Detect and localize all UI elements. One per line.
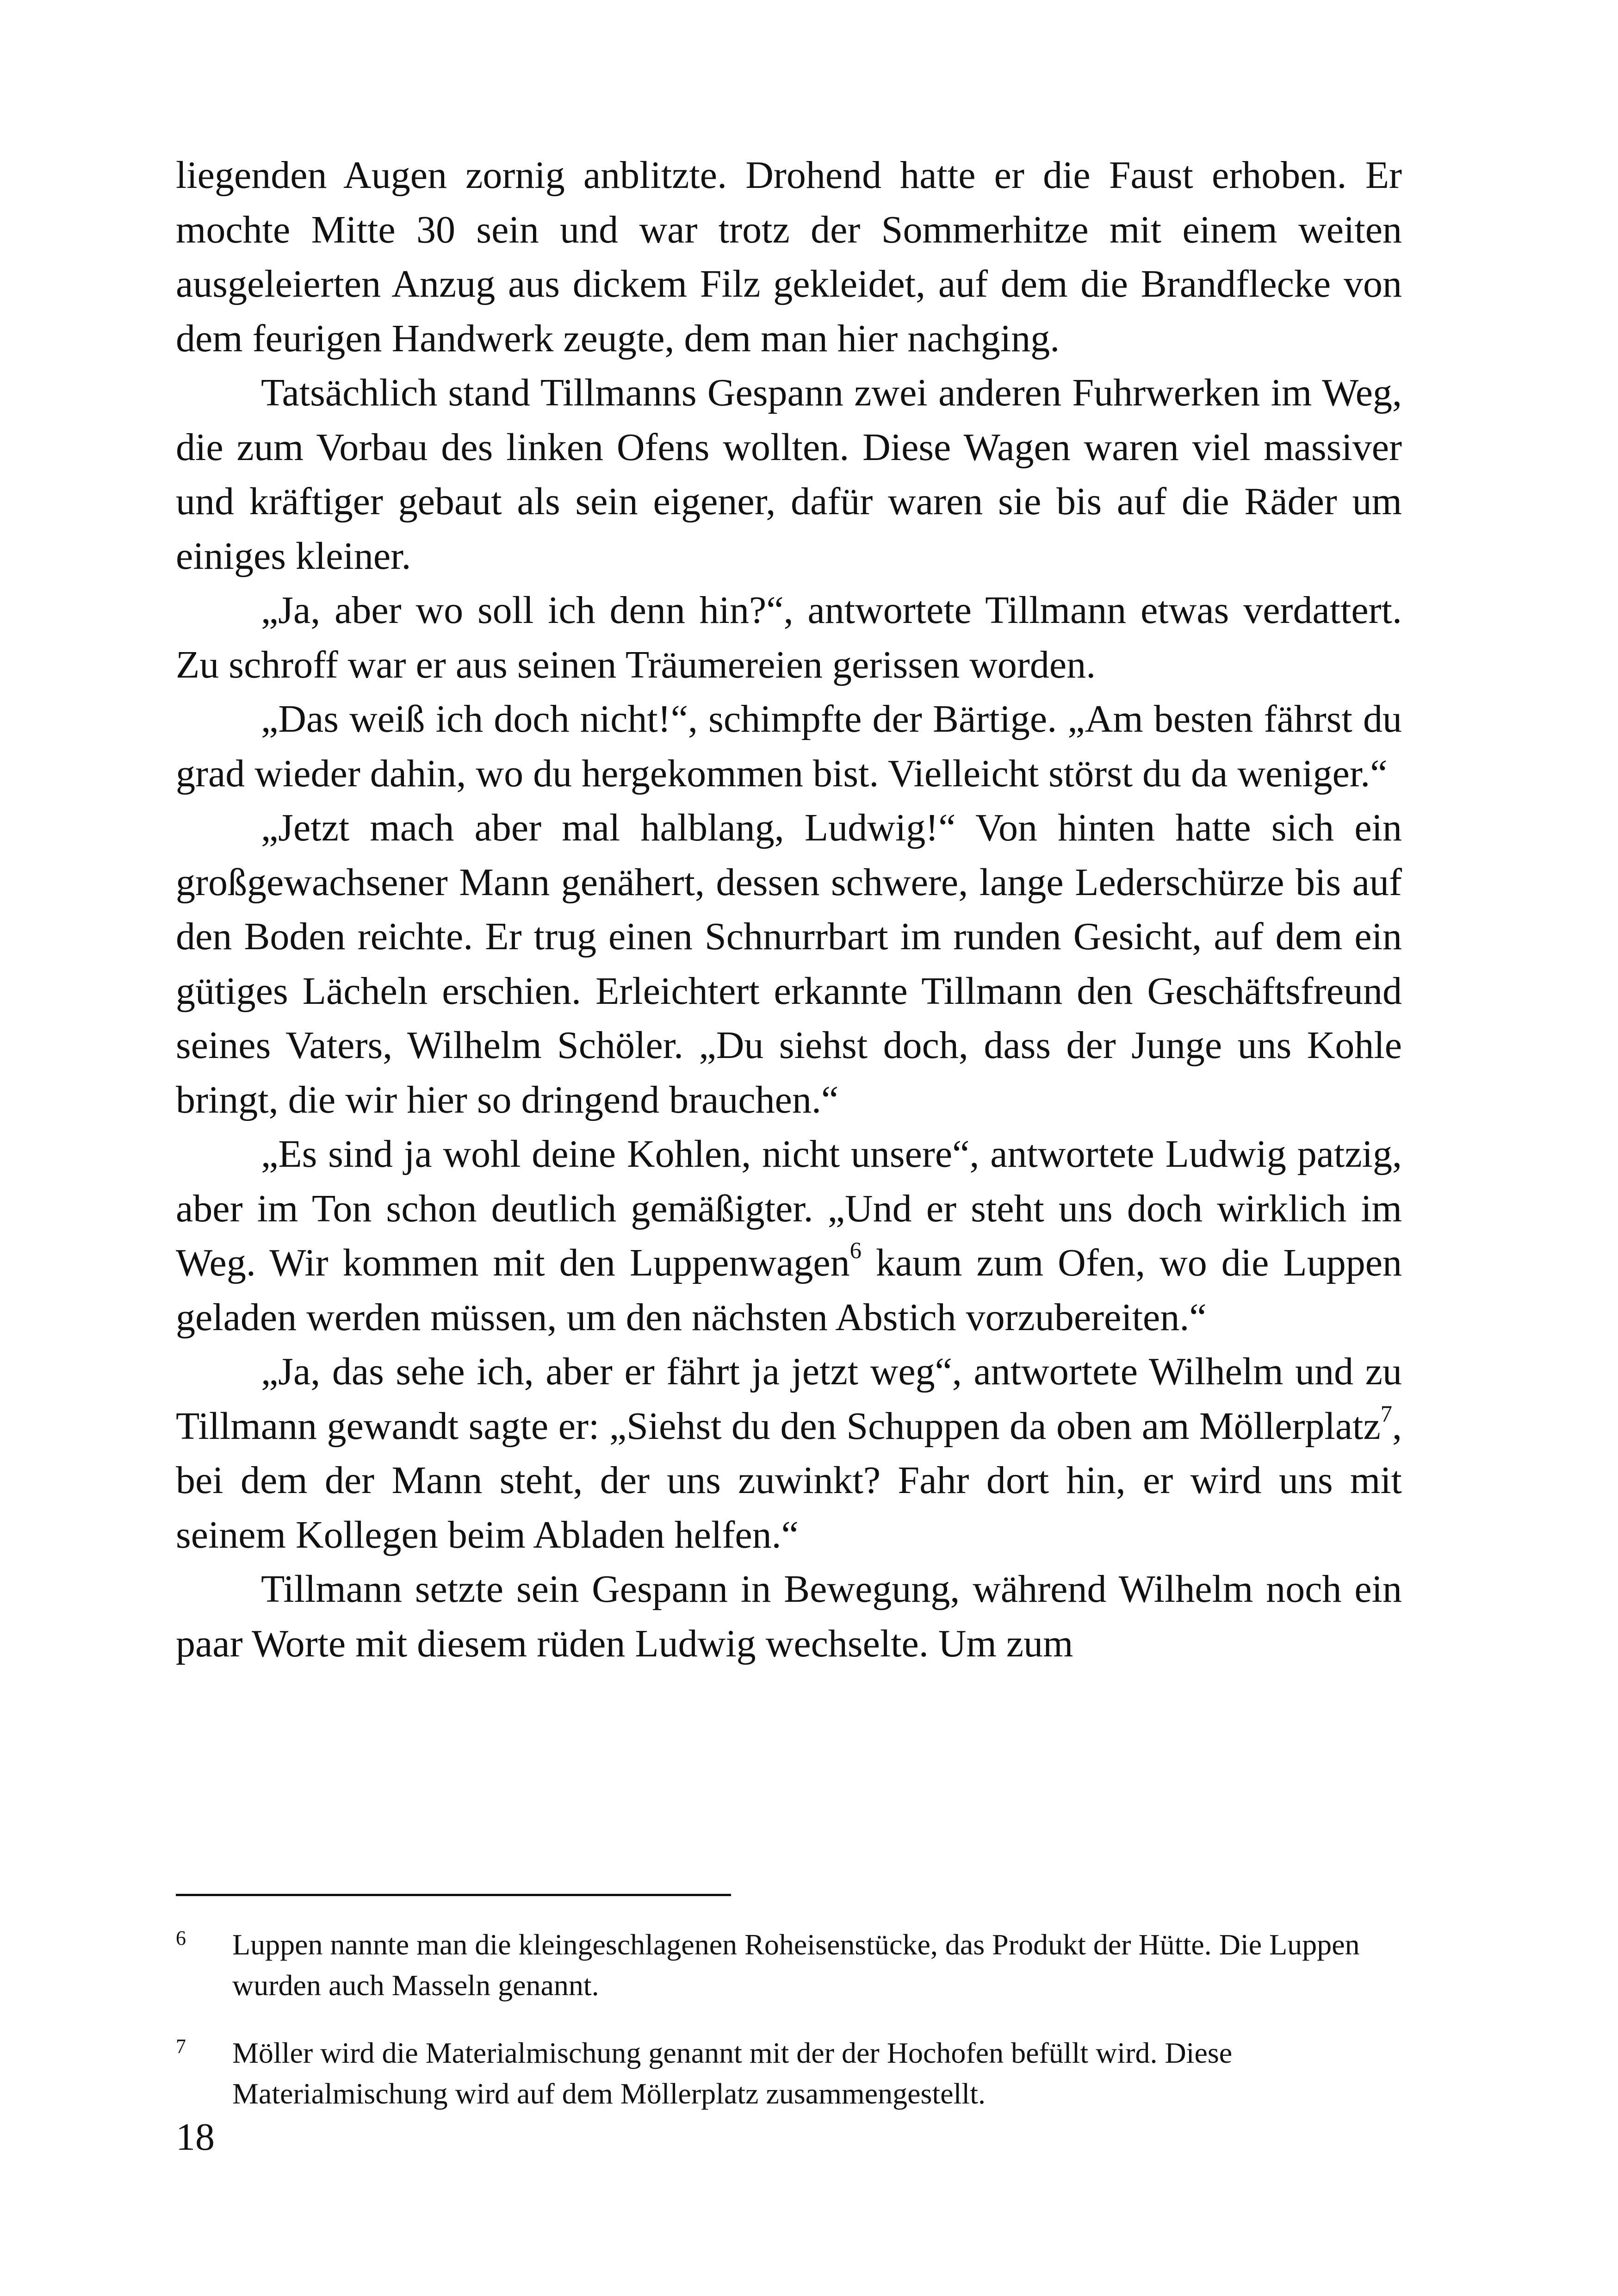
footnote-number: 6: [176, 1927, 186, 1949]
footnote-reference: 6: [849, 1238, 862, 1264]
paragraph: Tillmann setzte sein Gespann in Bewegung, während Wilhelm noch ein paar Worte mit diesem rüden Ludwig wechselte. Um zum: [176, 1568, 1402, 1665]
paragraph: Tatsächlich stand Tillmanns Gespann zwei anderen Fuhrwerken im Weg, die zum Vorbau des linken Ofens wollten. Diese Wagen waren viel massiver und kräftiger gebaut als sein eigener, dafür waren sie bis auf die Räder um einiges kleiner.: [176, 371, 1402, 578]
footnote: [176, 1924, 1402, 2006]
footnote-separator: [176, 1894, 731, 1896]
footnote: [176, 2033, 1402, 2114]
body-text: [176, 148, 1402, 1671]
footnote-reference: 7: [1380, 1400, 1392, 1427]
page-number: 18: [176, 2116, 215, 2159]
paragraph: „Das weiß ich doch nicht!“, schimpfte der Bärtige. „Am besten fährst du grad wieder dahin, wo du hergekommen bist. Vielleicht störst du da weniger.“: [176, 697, 1402, 795]
paragraph-text: kaum zum Ofen, wo die Luppen geladen werden müssen, um den nächsten Abstich vorzubereiten.“: [176, 1241, 1402, 1339]
paragraph: [176, 1127, 1402, 1344]
paragraph: liegenden Augen zornig anblitzte. Drohend hatte er die Faust erhoben. Er mochte Mitte 30 sein und war trotz der Sommerhitze mit einem weiten ausgeleierten Anzug aus dickem Filz gekleidet, auf dem die Brandflecke von dem feurigen Handwerk zeugte, dem man hier nachging.: [176, 154, 1402, 360]
footnote-text: Luppen nannte man die kleingeschlagenen Roheisenstücke, das Produkt der Hütte. Die Luppen wurden auch Masseln genannt.: [232, 1928, 1360, 2002]
footnote-text: Möller wird die Materialmischung genannt mit der der Hochofen befüllt wird. Diese Materialmischung wird auf dem Möllerplatz zusammengestellt.: [232, 2036, 1233, 2110]
paragraph: „Jetzt mach aber mal halblang, Ludwig!“ Von hinten hatte sich ein großgewachsener Mann genähert, dessen schwere, lange Lederschürze bis auf den Boden reichte. Er trug einen Schnurrbart im runden Gesicht, auf dem ein gütiges Lächeln erschien. Erleichtert erkannte Tillmann den Geschäftsfreund seines Vaters, Wilhelm Schöler. „Du siehst doch, dass der Junge uns Kohle bringt, die wir hier so dringend brauchen.“: [176, 806, 1402, 1121]
paragraph: „Ja, aber wo soll ich denn hin?“, antwortete Tillmann etwas verdattert. Zu schroff war er aus seinen Träumereien gerissen worden.: [176, 589, 1402, 686]
footnote-number: 7: [176, 2035, 186, 2058]
paragraph: [176, 1344, 1402, 1562]
paragraph-text: „Es sind ja wohl deine Kohlen, nicht unsere“, antwortete Ludwig patzig, aber im Ton schon deutlich gemäßigter. „Und er steht uns doch wirklich im Weg. Wir kommen mit den Luppenwagen: [176, 1132, 1402, 1284]
paragraph-text: , bei dem der Mann steht, der uns zuwinkt? Fahr dort hin, er wird uns mit seinem Kollegen beim Abladen helfen.“: [176, 1404, 1402, 1556]
paragraph-text: „Ja, das sehe ich, aber er fährt ja jetzt weg“, antwortete Wilhelm und zu Tillmann gewandt sagte er: „Siehst du den Schuppen da oben am Möllerplatz: [176, 1350, 1402, 1448]
footnotes: [176, 1924, 1402, 2141]
